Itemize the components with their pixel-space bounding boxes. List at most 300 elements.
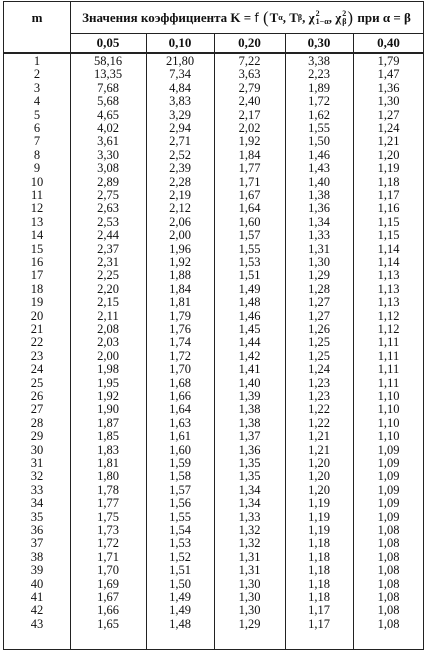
- row-coef-value: 1,83: [97, 442, 119, 457]
- sub-beta: β: [297, 13, 303, 22]
- row-coef-value: 1,48: [169, 616, 191, 631]
- row-coef-value: 1,08: [377, 616, 400, 631]
- row-coef-value: 1,49: [238, 281, 261, 296]
- row-coef-value: 1,30: [377, 94, 400, 109]
- row-coef-value: 1,13: [377, 295, 400, 310]
- row-coef-value: 1,12: [377, 322, 400, 336]
- row-coef-value: 2,79: [238, 80, 261, 95]
- table-row: [4, 591, 423, 604]
- chi-2: χ: [335, 9, 342, 25]
- row-m-value: 12: [30, 201, 44, 216]
- row-coef-value: 1,35: [238, 456, 261, 470]
- row-m-value: 22: [30, 335, 44, 350]
- row-m-value: 37: [30, 536, 44, 551]
- table-row: [4, 135, 423, 148]
- row-coef-value: 1,46: [238, 308, 261, 323]
- coefficient-table: [3, 1, 424, 650]
- row-coef-value: 1,47: [377, 67, 400, 82]
- row-coef-value: 3,83: [169, 94, 191, 109]
- row-coef-value: 3,38: [308, 54, 330, 68]
- row-coef-value: 2,94: [169, 121, 191, 135]
- table-row: [4, 604, 423, 617]
- row-coef-value: 1,32: [238, 536, 261, 551]
- row-coef-value: 1,39: [238, 389, 261, 403]
- row-coef-value: 1,17: [377, 188, 400, 202]
- row-coef-value: 1,58: [169, 469, 191, 484]
- comma-2: ,: [302, 9, 306, 25]
- row-coef-value: 1,31: [308, 241, 330, 256]
- row-m-value: 30: [30, 442, 44, 457]
- row-m-value: 15: [30, 241, 44, 256]
- row-coef-value: 1,30: [308, 255, 330, 269]
- row-m-value: 41: [30, 590, 44, 604]
- row-coef-value: 2,37: [97, 241, 119, 256]
- row-coef-value: 2,23: [308, 67, 330, 82]
- row-coef-value: 1,60: [238, 214, 261, 229]
- row-coef-value: 1,08: [377, 603, 400, 618]
- row-coef-value: 2,31: [97, 255, 119, 269]
- row-m-value: 39: [30, 563, 44, 578]
- row-coef-value: 1,52: [169, 549, 191, 564]
- row-coef-value: 3,61: [97, 134, 119, 149]
- row-coef-value: 1,13: [377, 268, 400, 283]
- row-m-value: 32: [30, 469, 44, 484]
- row-coef-value: 2,20: [97, 281, 119, 296]
- row-coef-value: 1,72: [308, 94, 330, 109]
- row-m-value: 9: [33, 161, 41, 176]
- p-header-5: 0,40: [377, 34, 400, 50]
- row-coef-value: 1,38: [238, 415, 261, 430]
- table-row: [4, 350, 423, 363]
- table-row: [4, 269, 423, 282]
- row-coef-value: 1,38: [308, 188, 330, 202]
- row-coef-value: 1,15: [377, 214, 400, 229]
- row-coef-value: 1,50: [169, 576, 191, 591]
- row-coef-value: 1,53: [169, 536, 191, 551]
- row-coef-value: 1,31: [238, 563, 261, 578]
- chi-1-sup: 2: [315, 8, 320, 18]
- row-coef-value: 1,81: [97, 456, 119, 470]
- row-coef-value: 1,08: [377, 549, 400, 564]
- row-coef-value: 1,41: [238, 362, 261, 377]
- row-coef-value: 1,09: [377, 496, 400, 511]
- row-coef-value: 1,21: [377, 134, 400, 149]
- row-coef-value: 1,66: [169, 389, 191, 403]
- row-coef-value: 1,40: [238, 375, 261, 390]
- table-row: [4, 336, 423, 349]
- row-coef-value: 1,59: [169, 456, 191, 470]
- row-coef-value: 1,69: [97, 576, 119, 591]
- row-coef-value: 2,40: [238, 94, 261, 109]
- row-coef-value: 1,92: [238, 134, 261, 149]
- row-coef-value: 1,18: [308, 590, 330, 604]
- row-coef-value: 1,17: [308, 603, 330, 618]
- row-coef-value: 2,71: [169, 134, 191, 149]
- open-paren: (: [262, 7, 269, 27]
- title-K: K: [230, 9, 241, 25]
- row-coef-value: 1,42: [238, 348, 261, 363]
- row-m-value: 4: [33, 94, 41, 109]
- row-m-value: 34: [30, 496, 44, 511]
- row-coef-value: 2,06: [169, 214, 191, 229]
- row-m-value: 26: [30, 389, 44, 403]
- row-coef-value: 1,17: [308, 616, 330, 631]
- table-row: [4, 229, 423, 242]
- row-m-value: 7: [33, 134, 41, 149]
- row-coef-value: 1,37: [238, 429, 261, 444]
- row-coef-value: 1,09: [377, 469, 400, 484]
- row-coef-value: 1,11: [377, 335, 400, 350]
- row-coef-value: 1,51: [169, 563, 191, 578]
- table-row: [4, 457, 423, 470]
- row-coef-value: 1,27: [308, 295, 330, 310]
- row-coef-value: 1,09: [377, 482, 400, 497]
- row-coef-value: 2,15: [97, 295, 119, 310]
- row-coef-value: 1,19: [308, 509, 330, 524]
- row-coef-value: 2,11: [97, 308, 119, 323]
- row-coef-value: 1,60: [169, 442, 191, 457]
- row-coef-value: 1,35: [238, 469, 261, 484]
- row-coef-value: 1,67: [97, 590, 119, 604]
- row-coef-value: 2,52: [169, 147, 191, 162]
- row-coef-value: 1,21: [308, 442, 330, 457]
- row-coef-value: 1,09: [377, 509, 400, 524]
- row-m-value: 23: [30, 348, 44, 363]
- row-coef-value: 1,43: [308, 161, 330, 176]
- table-row: [4, 511, 423, 524]
- table-row: [4, 537, 423, 550]
- table-row: [4, 578, 423, 591]
- row-coef-value: 2,39: [169, 161, 191, 176]
- table-row: [4, 470, 423, 483]
- row-coef-value: 1,24: [377, 121, 400, 135]
- row-coef-value: 1,62: [308, 107, 330, 122]
- title-prefix: Значения коэффициента: [82, 9, 228, 25]
- row-coef-value: 2,75: [97, 188, 119, 202]
- row-coef-value: 1,08: [377, 523, 400, 537]
- row-coef-value: 1,10: [377, 389, 400, 403]
- row-coef-value: 1,14: [377, 255, 400, 269]
- row-m-value: 11: [30, 188, 44, 202]
- title-T: T: [269, 9, 279, 25]
- row-m-value: 27: [30, 402, 44, 417]
- row-coef-value: 1,71: [238, 174, 261, 189]
- p-header-1: 0,05: [96, 34, 120, 50]
- row-coef-value: 1,14: [377, 241, 400, 256]
- table-row: [4, 55, 423, 68]
- row-coef-value: 1,57: [169, 482, 191, 497]
- row-coef-value: 1,11: [377, 348, 400, 363]
- row-coef-value: 1,49: [169, 603, 191, 618]
- row-coef-value: 3,30: [97, 147, 119, 162]
- row-m-value: 3: [33, 80, 41, 95]
- row-coef-value: 1,51: [238, 268, 261, 283]
- row-m-value: 1: [33, 54, 41, 68]
- row-coef-value: 1,92: [169, 255, 191, 269]
- row-coef-value: 1,89: [308, 80, 330, 95]
- row-coef-value: 1,25: [308, 348, 330, 363]
- row-coef-value: 1,65: [97, 616, 119, 631]
- row-m-value: 13: [30, 214, 44, 229]
- row-m-value: 6: [33, 121, 41, 135]
- row-coef-value: 1,74: [169, 335, 191, 350]
- table-row: [4, 189, 423, 202]
- row-m-value: 17: [30, 268, 44, 283]
- row-coef-value: 58,16: [93, 54, 123, 68]
- comma-1: ,: [282, 9, 286, 25]
- row-coef-value: 1,26: [308, 322, 330, 336]
- row-coef-value: 1,80: [97, 469, 119, 484]
- row-coef-value: 1,08: [377, 576, 400, 591]
- row-coef-value: 1,50: [308, 134, 330, 149]
- row-coef-value: 2,53: [97, 214, 119, 229]
- table-row: [4, 484, 423, 497]
- row-coef-value: 2,19: [169, 188, 191, 202]
- table-row: [4, 497, 423, 510]
- chi-1: χ: [308, 9, 315, 25]
- row-coef-value: 1,44: [238, 335, 261, 350]
- row-coef-value: 1,96: [169, 241, 191, 256]
- row-m-value: 29: [30, 429, 44, 444]
- row-coef-value: 4,84: [169, 80, 191, 95]
- row-coef-value: 1,18: [308, 576, 330, 591]
- row-coef-value: 1,36: [308, 201, 330, 216]
- row-coef-value: 1,20: [308, 456, 330, 470]
- row-coef-value: 1,76: [169, 322, 191, 336]
- row-coef-value: 1,10: [377, 429, 400, 444]
- row-coef-value: 2,63: [97, 201, 119, 216]
- row-coef-value: 1,19: [377, 161, 400, 176]
- table-row: [4, 564, 423, 577]
- row-coef-value: 3,63: [238, 67, 261, 82]
- table-row: [4, 176, 423, 189]
- chi-1-sub: 1−α: [315, 16, 329, 26]
- table-row: [4, 363, 423, 376]
- row-coef-value: 1,98: [97, 362, 119, 377]
- row-m-value: 21: [30, 322, 44, 336]
- row-coef-value: 1,81: [169, 295, 191, 310]
- row-coef-value: 1,25: [308, 335, 330, 350]
- row-coef-value: 1,24: [308, 362, 330, 377]
- row-coef-value: 3,29: [169, 107, 191, 122]
- sub-alpha: α: [278, 13, 283, 22]
- table-row: [4, 82, 423, 95]
- row-coef-value: 1,77: [97, 496, 119, 511]
- row-coef-value: 1,08: [377, 590, 400, 604]
- row-coef-value: 13,35: [93, 67, 123, 82]
- row-coef-value: 1,77: [238, 161, 261, 176]
- chi-2-sup: 2: [342, 8, 347, 18]
- row-coef-value: 1,64: [169, 402, 191, 417]
- row-coef-value: 1,16: [377, 201, 400, 216]
- row-coef-value: 1,46: [308, 147, 330, 162]
- row-m-value: 5: [33, 107, 41, 122]
- table-row: [4, 202, 423, 215]
- row-m-value: 2: [33, 67, 41, 82]
- row-coef-value: 1,33: [238, 509, 261, 524]
- row-coef-value: 1,34: [308, 214, 330, 229]
- row-coef-value: 1,87: [97, 415, 119, 430]
- table-row: [4, 444, 423, 457]
- row-coef-value: 1,54: [169, 523, 191, 537]
- row-coef-value: 1,71: [97, 549, 119, 564]
- title-condition: α = β: [382, 9, 411, 25]
- row-coef-value: 1,11: [377, 375, 400, 390]
- row-coef-value: 1,09: [377, 442, 400, 457]
- row-coef-value: 1,64: [238, 201, 261, 216]
- row-coef-value: 1,18: [308, 536, 330, 551]
- row-coef-value: 1,40: [308, 174, 330, 189]
- row-m-value: 24: [30, 362, 44, 377]
- row-m-value: 36: [30, 523, 44, 537]
- row-coef-value: 1,10: [377, 402, 400, 417]
- p-header-2: 0,10: [168, 34, 192, 50]
- row-coef-value: 1,13: [377, 281, 400, 296]
- row-coef-value: 1,08: [377, 536, 400, 551]
- table-row: [4, 296, 423, 309]
- row-coef-value: 1,34: [238, 482, 261, 497]
- row-coef-value: 1,75: [97, 509, 119, 524]
- table-row: [4, 430, 423, 443]
- row-coef-value: 1,18: [308, 563, 330, 578]
- row-coef-value: 1,27: [377, 107, 400, 122]
- table-row: [4, 417, 423, 430]
- row-coef-value: 1,84: [238, 147, 261, 162]
- row-coef-value: 2,12: [169, 201, 191, 216]
- row-m-value: 40: [30, 576, 44, 591]
- title-eq: =: [243, 9, 252, 25]
- row-coef-value: 2,44: [97, 228, 119, 243]
- row-coef-value: 1,19: [308, 496, 330, 511]
- row-coef-value: 1,45: [238, 322, 261, 336]
- row-coef-value: 1,22: [308, 402, 330, 417]
- row-coef-value: 1,92: [97, 389, 119, 403]
- row-m-value: 28: [30, 415, 44, 430]
- row-coef-value: 1,72: [169, 348, 191, 363]
- row-coef-value: 1,90: [97, 402, 119, 417]
- m-column-header: m: [31, 9, 43, 25]
- row-m-value: 38: [30, 549, 44, 564]
- row-coef-value: 1,53: [238, 255, 261, 269]
- table-row: [4, 310, 423, 323]
- row-coef-value: 1,08: [377, 563, 400, 578]
- row-m-value: 25: [30, 375, 44, 390]
- row-coef-value: 3,08: [97, 161, 119, 176]
- row-m-value: 42: [30, 603, 44, 618]
- row-coef-value: 1,29: [308, 268, 330, 283]
- row-coef-value: 7,34: [169, 67, 191, 82]
- table-row: [4, 216, 423, 229]
- chi-1-indices: [316, 10, 329, 26]
- table-title: [70, 2, 423, 33]
- row-coef-value: 4,65: [97, 107, 119, 122]
- row-coef-value: 1,79: [169, 308, 191, 323]
- row-coef-value: 1,33: [308, 228, 330, 243]
- header-bottom-rule: [4, 52, 423, 54]
- row-coef-value: 2,17: [238, 107, 261, 122]
- row-coef-value: 2,28: [169, 174, 191, 189]
- row-m-value: 43: [30, 616, 44, 631]
- row-coef-value: 1,10: [377, 415, 400, 430]
- row-m-value: 14: [30, 228, 44, 243]
- row-coef-value: 1,84: [169, 281, 191, 296]
- row-coef-value: 1,12: [377, 308, 400, 323]
- table-row: [4, 283, 423, 296]
- row-m-value: 35: [30, 509, 44, 524]
- table-row: [4, 377, 423, 390]
- table-row: [4, 109, 423, 122]
- row-coef-value: 2,00: [97, 348, 119, 363]
- table-row: [4, 243, 423, 256]
- row-coef-value: 1,20: [308, 482, 330, 497]
- table-row: [4, 323, 423, 336]
- row-coef-value: 2,08: [97, 322, 119, 336]
- row-coef-value: 1,22: [308, 415, 330, 430]
- row-m-value: 19: [30, 295, 44, 310]
- table-row: [4, 403, 423, 416]
- title-pri: при: [357, 9, 380, 25]
- row-coef-value: 1,30: [238, 576, 261, 591]
- row-coef-value: 2,89: [97, 174, 119, 189]
- row-coef-value: 1,20: [308, 469, 330, 484]
- row-coef-value: 1,70: [169, 362, 191, 377]
- row-coef-value: 1,23: [308, 389, 330, 403]
- row-m-value: 33: [30, 482, 44, 497]
- row-m-value: 18: [30, 281, 44, 296]
- row-m-value: 31: [30, 456, 44, 470]
- row-coef-value: 4,02: [97, 121, 119, 135]
- row-coef-value: 1,23: [308, 375, 330, 390]
- row-m-value: 16: [30, 255, 44, 269]
- row-coef-value: 2,03: [97, 335, 119, 350]
- row-coef-value: 2,25: [97, 268, 119, 283]
- row-coef-value: 1,18: [308, 549, 330, 564]
- row-m-value: 20: [30, 308, 44, 323]
- row-coef-value: 1,70: [97, 563, 119, 578]
- close-paren: ): [347, 7, 354, 27]
- row-coef-value: 1,15: [377, 228, 400, 243]
- row-coef-value: 1,66: [97, 603, 119, 618]
- title-f: f: [254, 10, 259, 25]
- row-coef-value: 1,88: [169, 268, 191, 283]
- table-row: [4, 618, 423, 631]
- comma-3: ,: [328, 9, 332, 25]
- row-coef-value: 1,55: [238, 241, 261, 256]
- row-coef-value: 1,38: [238, 402, 261, 417]
- row-coef-value: 1,20: [377, 147, 400, 162]
- p-header-3: 0,20: [238, 34, 261, 50]
- row-coef-value: 1,85: [97, 429, 119, 444]
- row-coef-value: 1,68: [169, 375, 191, 390]
- row-coef-value: 1,21: [308, 429, 330, 444]
- row-coef-value: 1,29: [238, 616, 261, 631]
- table-row: [4, 95, 423, 108]
- p-header-4: 0,30: [307, 34, 331, 50]
- row-coef-value: 1,57: [238, 228, 261, 243]
- row-coef-value: 5,68: [97, 94, 119, 109]
- title-T2: T: [289, 9, 298, 25]
- table-row: [4, 149, 423, 162]
- row-coef-value: 1,11: [377, 362, 400, 377]
- table-row: [4, 162, 423, 175]
- row-coef-value: 1,09: [377, 456, 400, 470]
- row-coef-value: 1,36: [377, 80, 400, 95]
- row-coef-value: 1,34: [238, 496, 261, 511]
- chi-2-indices: [342, 10, 346, 26]
- row-coef-value: 1,19: [308, 523, 330, 537]
- table-row: [4, 122, 423, 135]
- row-coef-value: 1,63: [169, 415, 191, 430]
